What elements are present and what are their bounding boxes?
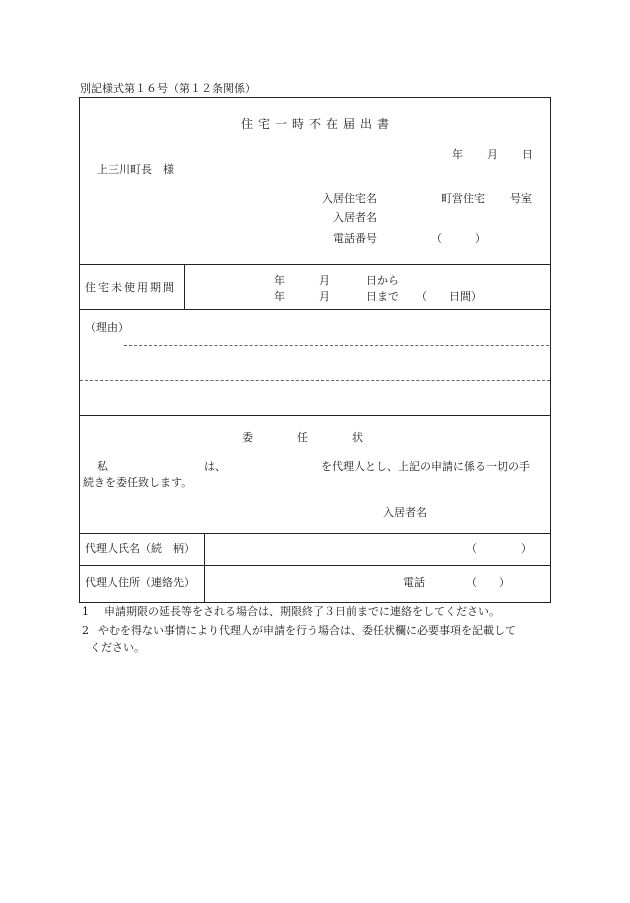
period-to-month: 月 [319,290,330,303]
period-days: （ 日間） [416,290,482,303]
delegation-resident-label: 入居者名 [383,506,427,519]
phone-paren: （ ） [431,232,486,245]
agent-label-divider [204,533,205,603]
period-from-year: 年 [274,274,285,287]
period-to-day: 日まで [366,290,399,303]
delegation-text: を代理人とし、上記の申請に係る一切の手 [321,460,530,473]
delegation-text-cont: 続きを委任致します。 [83,476,193,489]
date-day: 日 [522,148,533,161]
phone-label: 電話番号 [333,232,377,245]
reason-line-1 [124,345,549,346]
agent-name-paren: （ ） [466,542,532,555]
period-label-divider [184,264,185,309]
housing-value: 町営住宅 [441,192,485,205]
agent-phone-label: 電話 [403,576,425,589]
period-to-year: 年 [274,290,285,303]
divider-delegation-top [79,415,551,416]
agent-phone-paren: （ ） [466,576,510,589]
period-from-day: 日から [366,274,399,287]
form-id: 別記様式第１６号（第１２条関係） [80,82,256,95]
delegation-ha: は、 [204,460,226,473]
form-title: 住宅一時不在届出書 [241,117,395,131]
addressee: 上三川町長 様 [97,163,174,176]
period-from-month: 月 [319,274,330,287]
room-unit: 号室 [510,192,532,205]
note-1-text: 申請期限の延長等をされる場合は、期限終了３日前までに連絡をしてください。 [104,605,500,618]
note-1-number: 1 [82,605,89,618]
agent-name-label: 代理人氏名（続 柄） [85,542,195,555]
note-2-text-cont: ください。 [90,641,145,654]
date-month: 月 [487,148,498,161]
delegation-title: 委 任 状 [242,431,363,444]
note-2-number: 2 [82,624,89,637]
divider-agent-address-top [79,565,551,566]
divider-reason-top [79,309,551,310]
resident-label: 入居者名 [333,211,377,224]
agent-address-label: 代理人住所（連絡先） [85,576,195,589]
divider-agent-name-top [79,533,551,534]
delegation-i: 私 [97,460,108,473]
reason-label: （理由） [85,321,129,334]
divider-period-top [79,264,551,265]
note-2-text: やむを得ない事情により代理人が申請を行う場合は、委任状欄に必要事項を記載して [98,624,516,637]
date-year: 年 [452,148,463,161]
reason-line-2 [80,380,550,381]
period-label: 住宅未使用期間 [85,281,176,294]
housing-label: 入居住宅名 [322,192,377,205]
